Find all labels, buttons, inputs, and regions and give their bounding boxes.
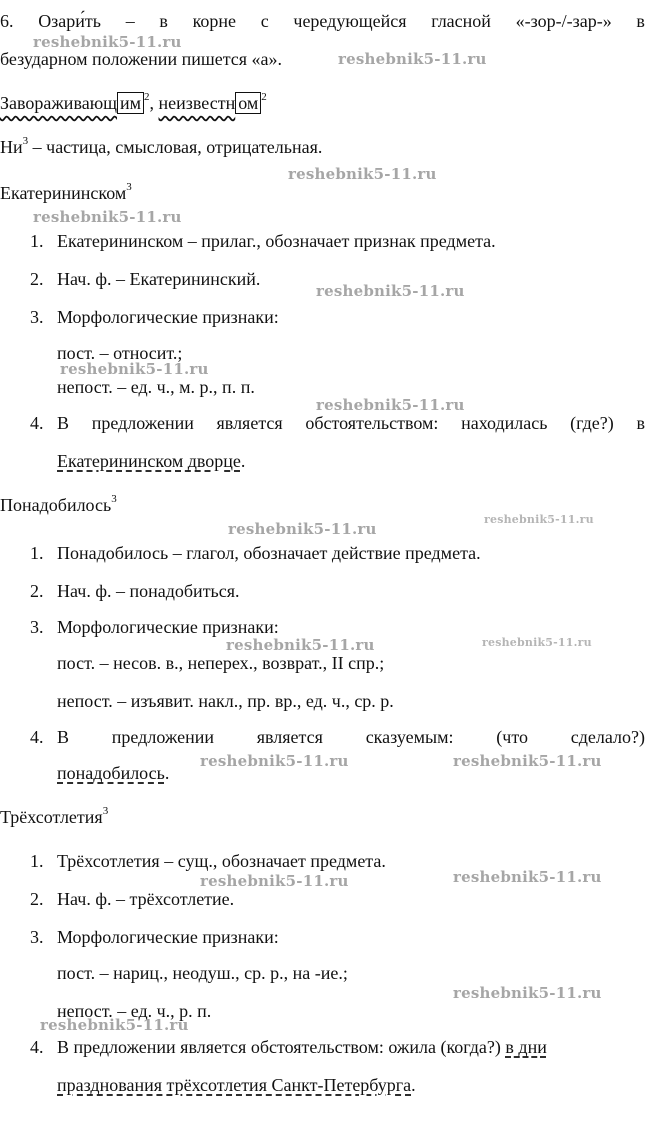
- task-line-1-word: корне: [192, 11, 237, 31]
- task-line-1-word: –: [125, 11, 135, 31]
- task-line-1-word: в: [159, 11, 168, 31]
- word-1-sup: 2: [144, 91, 150, 103]
- section-1-item-4-word: В: [57, 413, 70, 433]
- section-3-const: пост. – нариц., неодуш., ср. р., на -ие.;: [57, 963, 348, 983]
- section-2-const: пост. – несов. в., неперех., возврат., II спр.;: [57, 653, 385, 673]
- watermark: reshebnik5-11.ru: [226, 636, 375, 654]
- task-line-1-word: в: [636, 11, 645, 31]
- task-line-1-word: «-зор-/-зар-»: [515, 11, 612, 31]
- task-line-1-word: чередующейся: [293, 11, 407, 31]
- watermark: reshebnik5-11.ru: [200, 872, 349, 890]
- section-3-item-4-cont: празднования трёхсотлетия Санкт-Петербурга.: [57, 1075, 416, 1095]
- section-2-item-4-word: В: [57, 727, 70, 747]
- section-2-item-4-word: предложении: [111, 727, 214, 747]
- ni-sup: 3: [22, 135, 29, 147]
- section-1-var: непост. – ед. ч., м. р., п. п.: [57, 377, 255, 397]
- watermark: reshebnik5-11.ru: [338, 50, 487, 68]
- ni-word: Ни: [0, 137, 23, 157]
- section-1-item-4-word: предложении: [91, 413, 194, 433]
- ni-description: – частица, смысловая, отрицательная.: [28, 137, 323, 157]
- section-1-item-4-cont: Екатерининском дворце.: [57, 451, 246, 471]
- section-1-item-4-word: обстоятельством:: [305, 413, 439, 433]
- watermark: reshebnik5-11.ru: [228, 520, 377, 538]
- section-3-var: непост. – ед. ч., р. п.: [57, 1001, 212, 1021]
- watermark: reshebnik5-11.ru: [33, 208, 182, 226]
- word-2-stem: неизвестн: [158, 93, 236, 113]
- section-2-item-4-word: (что: [496, 727, 528, 747]
- section-2-item-4-word: сделало?): [570, 727, 645, 747]
- word-2-sup: 2: [261, 91, 267, 103]
- watermark: reshebnik5-11.ru: [200, 752, 349, 770]
- task-number: 6.: [0, 11, 14, 31]
- task-line-1-word: с: [260, 11, 269, 31]
- section-1-item-4-word: (где?): [570, 413, 614, 433]
- watermark: reshebnik5-11.ru: [453, 752, 602, 770]
- word-2-ending: ом: [235, 92, 261, 114]
- task-line-1-word: Озари́ть: [38, 11, 101, 31]
- section-2-item-4-word: сказуемым:: [365, 727, 454, 747]
- section-1-item-4-word: находилась: [461, 413, 548, 433]
- word-1-ending: им: [117, 92, 144, 114]
- section-3-title: Трёхсотлетия$^3$: [0, 805, 109, 827]
- watermark: reshebnik5-11.ru: [40, 1016, 189, 1034]
- watermark: reshebnik5-11.ru: [316, 396, 465, 414]
- section-1-title: Екатерининском$^3$: [0, 181, 132, 203]
- section-2-var: непост. – изъявит. накл., пр. вр., ед. ч., ср. р.: [57, 691, 394, 711]
- watermark: reshebnik5-11.ru: [482, 636, 592, 649]
- watermark: reshebnik5-11.ru: [453, 868, 602, 886]
- words-separator: ,: [149, 93, 159, 113]
- section-2-item-4-cont: понадобилось.: [57, 763, 170, 783]
- task-line-2: безударном положении пишется «а».: [0, 49, 283, 69]
- watermark: reshebnik5-11.ru: [60, 360, 209, 378]
- watermark: reshebnik5-11.ru: [288, 165, 437, 183]
- watermark: reshebnik5-11.ru: [316, 282, 465, 300]
- task-line-1-word: гласной: [431, 11, 491, 31]
- section-1-const: пост. – относит.;: [57, 343, 183, 363]
- task-line-1: [0, 10, 645, 32]
- section-2-item-4-word: является: [256, 727, 323, 747]
- watermark: reshebnik5-11.ru: [484, 513, 594, 526]
- watermark: reshebnik5-11.ru: [453, 984, 602, 1002]
- section-2-title: Понадобилось$^3$: [0, 493, 117, 515]
- watermark: reshebnik5-11.ru: [33, 33, 182, 51]
- word-1-stem: Завораживающ: [0, 93, 117, 113]
- section-1-item-4-word: является: [216, 413, 283, 433]
- ni-line: [0, 136, 322, 158]
- section-1-item-4-word: в: [636, 413, 645, 433]
- highlighted-words: [0, 92, 267, 114]
